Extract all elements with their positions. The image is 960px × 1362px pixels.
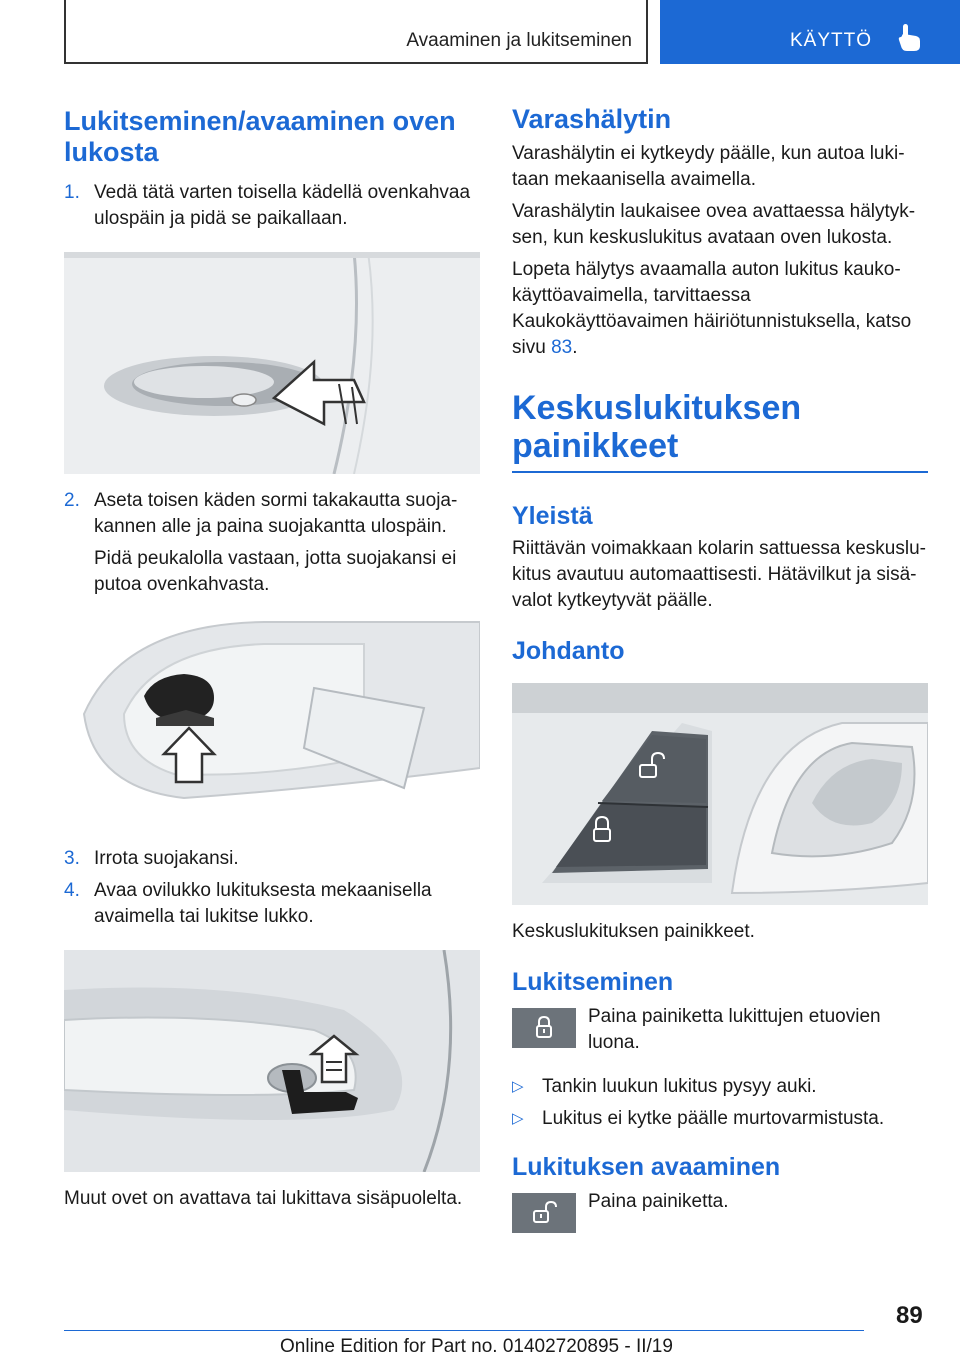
central-lock-buttons-title: Keskuslukituksen painikkeet xyxy=(512,389,802,465)
left-column xyxy=(64,100,476,1212)
lock-note-1 xyxy=(512,1074,928,1100)
central-lock-buttons-illustration xyxy=(512,683,928,905)
page-reference-link[interactable]: 83 xyxy=(551,337,573,358)
step-text: Vedä tätä varten toisella kädellä ovenkahvaa ulospäin ja pidä se paikallaan. xyxy=(94,182,471,229)
intro-title: Johdanto xyxy=(512,637,625,665)
alarm-paragraph-1: Varashälytin ei kytkeydy päälle, kun autoa lukitaan mekaanisella avaimella. xyxy=(512,143,905,190)
bullet-text: Tankin luukun lukitus pysyy auki. xyxy=(542,1076,817,1097)
header-chapter-box xyxy=(660,0,960,64)
door-lock-title: Lukitseminen/avaaminen oven lukosta xyxy=(64,106,456,167)
lock-instruction: Paina painiketta lukittujen etuovien luona. xyxy=(588,1006,881,1053)
general-text: Riittävän voimakkaan kolarin sattuessa keskuslukitus avautuu automaattisesti. Hätävilkut ja sisävalot kytkeytyvät päälle. xyxy=(512,538,926,611)
step-number: 3. xyxy=(64,848,80,869)
step-text: Avaa ovilukko lukituksesta mekaanisella avaimella tai lukitse lukko. xyxy=(94,880,432,927)
step-number: 4. xyxy=(64,880,80,901)
unlock-icon xyxy=(512,1193,576,1233)
key-in-lock-illustration xyxy=(64,950,480,1172)
page-number: 89 xyxy=(896,1302,923,1329)
intro-caption: Keskuslukituksen painikkeet. xyxy=(512,921,755,942)
general-title: Yleistä xyxy=(512,502,593,530)
right-column xyxy=(512,100,928,1233)
pointing-hand-icon xyxy=(898,24,922,52)
unlock-button-image xyxy=(512,1193,576,1233)
step-number: 1. xyxy=(64,182,80,203)
step-text: Irrota suojakansi. xyxy=(94,848,239,869)
step-text: Aseta toisen käden sormi takakautta suojakannen alle ja paina suojakantta ulospäin. xyxy=(94,490,458,537)
cover-removal-illustration xyxy=(64,618,480,830)
footer-edition: Online Edition for Part no. 01402720895 - II/19 xyxy=(280,1336,673,1357)
step-number: 2. xyxy=(64,490,80,511)
header-chapter-title: KÄYTTÖ xyxy=(790,30,873,51)
lock-icon xyxy=(512,1008,576,1048)
bullet-text: Lukitus ei kytke päälle murtovarmistusta. xyxy=(542,1108,885,1129)
step-1 xyxy=(64,180,476,232)
step-3 xyxy=(64,846,476,872)
footer-rule xyxy=(64,1330,864,1331)
other-doors-note: Muut ovet on avattava tai lukittava sisäpuolelta. xyxy=(64,1188,463,1209)
locking-title: Lukitseminen xyxy=(512,968,674,996)
lock-note-2 xyxy=(512,1106,928,1132)
header-section-box xyxy=(64,0,648,64)
bullet-triangle-icon: ▷ xyxy=(512,1110,524,1127)
lock-button-row xyxy=(512,1008,928,1056)
header-section-title: Avaaminen ja lukitseminen xyxy=(406,30,632,51)
alarm-paragraph-2: Varashälytin laukaisee ovea avattaessa hälytyksen, kun keskuslukitus avataan oven lukosta. xyxy=(512,201,916,248)
alarm-paragraph-3: Lopeta hälytys avaamalla auton lukitus kaukokäyttöavaimella, tarvittaessa Kaukokäyttöavaimen häiriötunnistuksella, katso sivu 83. xyxy=(512,259,912,358)
bullet-triangle-icon: ▷ xyxy=(512,1078,524,1095)
unlock-instruction: Paina painiketta. xyxy=(588,1191,729,1212)
step-2-note: Pidä peukalolla vastaan, jotta suojakansi ei putoa ovenkahvasta. xyxy=(94,548,457,595)
alarm-title: Varashälytin xyxy=(512,104,672,134)
unlocking-title: Lukituksen avaaminen xyxy=(512,1153,781,1181)
unlock-button-row xyxy=(512,1193,928,1233)
section-divider xyxy=(512,471,928,473)
step-2 xyxy=(64,488,476,540)
step-4 xyxy=(64,878,476,930)
door-handle-illustration xyxy=(64,252,480,474)
lock-button-image xyxy=(512,1008,576,1048)
